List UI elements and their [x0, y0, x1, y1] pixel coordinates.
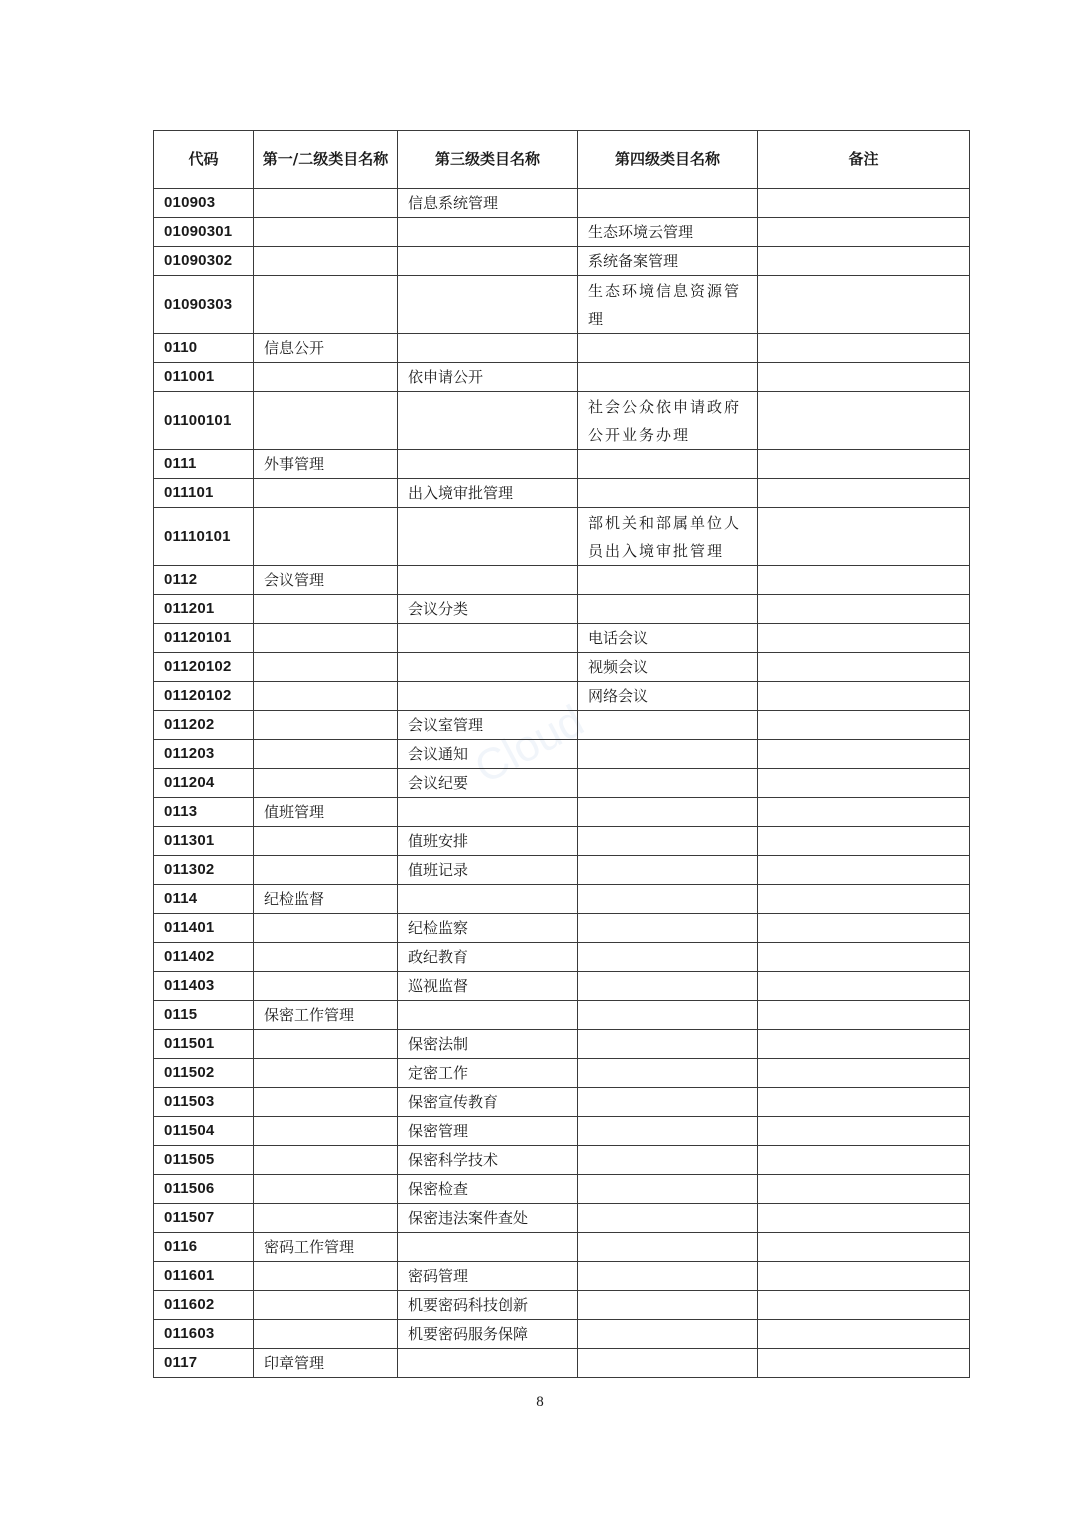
table-row	[154, 479, 970, 508]
level-3-name-cell: 会议室管理	[398, 711, 578, 740]
level-3-name-cell: 政纪教育	[398, 943, 578, 972]
table-row	[154, 885, 970, 914]
code-cell: 011603	[154, 1320, 254, 1349]
level-4-name-cell	[578, 479, 758, 508]
page-number: 8	[536, 1394, 544, 1410]
note-cell	[758, 798, 970, 827]
note-cell	[758, 566, 970, 595]
level-4-name-cell: 部机关和部属单位人员出入境审批管理	[578, 508, 758, 566]
header-level-1-2-name: 第一/二级类目名称	[254, 131, 398, 189]
code-cell: 011402	[154, 943, 254, 972]
note-cell	[758, 682, 970, 711]
level-4-name-cell	[578, 943, 758, 972]
code-cell: 011202	[154, 711, 254, 740]
level-3-name-cell	[398, 276, 578, 334]
table-row	[154, 624, 970, 653]
level-4-name-cell	[578, 1088, 758, 1117]
level-1-2-name-cell	[254, 595, 398, 624]
level-3-name-cell: 会议通知	[398, 740, 578, 769]
code-cell: 011503	[154, 1088, 254, 1117]
level-4-name-cell: 网络会议	[578, 682, 758, 711]
table-row	[154, 566, 970, 595]
note-cell	[758, 1233, 970, 1262]
table-row	[154, 798, 970, 827]
level-3-name-cell: 值班安排	[398, 827, 578, 856]
level-1-2-name-cell	[254, 363, 398, 392]
level-4-name-cell	[578, 1117, 758, 1146]
level-3-name-cell	[398, 885, 578, 914]
note-cell	[758, 624, 970, 653]
table-row	[154, 334, 970, 363]
level-3-name-cell	[398, 508, 578, 566]
level-1-2-name-cell	[254, 711, 398, 740]
code-cell: 0115	[154, 1001, 254, 1030]
table-row	[154, 1117, 970, 1146]
level-1-2-name-cell: 外事管理	[254, 450, 398, 479]
note-cell	[758, 392, 970, 450]
code-cell: 011201	[154, 595, 254, 624]
level-1-2-name-cell	[254, 856, 398, 885]
level-4-name-cell: 社会公众依申请政府公开业务办理	[578, 392, 758, 450]
note-cell	[758, 247, 970, 276]
table-row	[154, 1146, 970, 1175]
code-cell: 011502	[154, 1059, 254, 1088]
table-row	[154, 1291, 970, 1320]
table-row	[154, 914, 970, 943]
level-3-name-cell	[398, 682, 578, 711]
note-cell	[758, 885, 970, 914]
level-4-name-cell	[578, 1320, 758, 1349]
note-cell	[758, 943, 970, 972]
note-cell	[758, 1030, 970, 1059]
level-1-2-name-cell	[254, 682, 398, 711]
note-cell	[758, 1204, 970, 1233]
level-1-2-name-cell: 信息公开	[254, 334, 398, 363]
level-3-name-cell: 定密工作	[398, 1059, 578, 1088]
note-cell	[758, 1146, 970, 1175]
table-row	[154, 392, 970, 450]
header-code: 代码	[154, 131, 254, 189]
level-1-2-name-cell	[254, 769, 398, 798]
note-cell	[758, 856, 970, 885]
level-1-2-name-cell	[254, 189, 398, 218]
level-3-name-cell	[398, 566, 578, 595]
code-cell: 011501	[154, 1030, 254, 1059]
code-cell: 0111	[154, 450, 254, 479]
level-1-2-name-cell: 纪检监督	[254, 885, 398, 914]
table-header-row	[154, 131, 970, 189]
level-4-name-cell	[578, 566, 758, 595]
level-1-2-name-cell	[254, 392, 398, 450]
level-1-2-name-cell	[254, 247, 398, 276]
code-cell: 0112	[154, 566, 254, 595]
note-cell	[758, 1175, 970, 1204]
table-row	[154, 972, 970, 1001]
level-4-name-cell	[578, 1175, 758, 1204]
level-4-name-cell	[578, 827, 758, 856]
level-1-2-name-cell	[254, 1204, 398, 1233]
code-cell: 011403	[154, 972, 254, 1001]
level-4-name-cell	[578, 1349, 758, 1378]
level-4-name-cell	[578, 334, 758, 363]
level-1-2-name-cell	[254, 276, 398, 334]
level-4-name-cell	[578, 363, 758, 392]
code-cell: 011001	[154, 363, 254, 392]
code-cell: 011602	[154, 1291, 254, 1320]
level-3-name-cell: 密码管理	[398, 1262, 578, 1291]
code-cell: 0110	[154, 334, 254, 363]
level-3-name-cell	[398, 1349, 578, 1378]
code-cell: 011204	[154, 769, 254, 798]
table-row	[154, 595, 970, 624]
table-row	[154, 450, 970, 479]
note-cell	[758, 334, 970, 363]
level-4-name-cell	[578, 1146, 758, 1175]
level-3-name-cell	[398, 1001, 578, 1030]
table-body	[154, 189, 970, 1378]
level-1-2-name-cell	[254, 914, 398, 943]
level-1-2-name-cell: 印章管理	[254, 1349, 398, 1378]
level-3-name-cell: 保密法制	[398, 1030, 578, 1059]
level-3-name-cell: 会议分类	[398, 595, 578, 624]
level-3-name-cell: 出入境审批管理	[398, 479, 578, 508]
table-row	[154, 682, 970, 711]
level-4-name-cell	[578, 1291, 758, 1320]
level-4-name-cell	[578, 1059, 758, 1088]
table-row	[154, 1088, 970, 1117]
level-4-name-cell	[578, 189, 758, 218]
note-cell	[758, 189, 970, 218]
table-row	[154, 769, 970, 798]
level-3-name-cell: 机要密码服务保障	[398, 1320, 578, 1349]
note-cell	[758, 1117, 970, 1146]
level-4-name-cell: 电话会议	[578, 624, 758, 653]
table-row	[154, 1059, 970, 1088]
note-cell	[758, 1349, 970, 1378]
code-cell: 01120101	[154, 624, 254, 653]
level-1-2-name-cell	[254, 1030, 398, 1059]
note-cell	[758, 218, 970, 247]
level-1-2-name-cell	[254, 508, 398, 566]
level-1-2-name-cell: 会议管理	[254, 566, 398, 595]
note-cell	[758, 914, 970, 943]
category-table	[153, 130, 970, 1378]
level-1-2-name-cell	[254, 1320, 398, 1349]
table-row	[154, 1001, 970, 1030]
note-cell	[758, 479, 970, 508]
level-4-name-cell	[578, 856, 758, 885]
level-1-2-name-cell	[254, 218, 398, 247]
code-cell: 01090302	[154, 247, 254, 276]
level-1-2-name-cell	[254, 1262, 398, 1291]
table-row	[154, 508, 970, 566]
level-3-name-cell	[398, 798, 578, 827]
level-3-name-cell	[398, 334, 578, 363]
level-3-name-cell	[398, 1233, 578, 1262]
level-3-name-cell	[398, 653, 578, 682]
code-cell: 011505	[154, 1146, 254, 1175]
level-4-name-cell	[578, 450, 758, 479]
table-row	[154, 1175, 970, 1204]
level-3-name-cell: 巡视监督	[398, 972, 578, 1001]
note-cell	[758, 595, 970, 624]
table-row	[154, 711, 970, 740]
code-cell: 011302	[154, 856, 254, 885]
code-cell: 011101	[154, 479, 254, 508]
level-1-2-name-cell	[254, 479, 398, 508]
level-4-name-cell	[578, 595, 758, 624]
table-row	[154, 276, 970, 334]
note-cell	[758, 711, 970, 740]
code-cell: 011506	[154, 1175, 254, 1204]
level-4-name-cell	[578, 769, 758, 798]
note-cell	[758, 363, 970, 392]
code-cell: 011401	[154, 914, 254, 943]
code-cell: 011203	[154, 740, 254, 769]
level-1-2-name-cell: 保密工作管理	[254, 1001, 398, 1030]
level-4-name-cell	[578, 885, 758, 914]
code-cell: 01120102	[154, 682, 254, 711]
level-1-2-name-cell	[254, 1117, 398, 1146]
table-row	[154, 943, 970, 972]
level-4-name-cell	[578, 972, 758, 1001]
code-cell: 011507	[154, 1204, 254, 1233]
level-3-name-cell: 会议纪要	[398, 769, 578, 798]
level-4-name-cell	[578, 1233, 758, 1262]
table-row	[154, 247, 970, 276]
note-cell	[758, 972, 970, 1001]
table-row	[154, 740, 970, 769]
note-cell	[758, 769, 970, 798]
code-cell: 0116	[154, 1233, 254, 1262]
level-4-name-cell	[578, 740, 758, 769]
level-1-2-name-cell	[254, 740, 398, 769]
table-row	[154, 1233, 970, 1262]
level-1-2-name-cell	[254, 1146, 398, 1175]
table-row	[154, 1349, 970, 1378]
header-level-3-name: 第三级类目名称	[398, 131, 578, 189]
note-cell	[758, 1262, 970, 1291]
level-3-name-cell: 纪检监察	[398, 914, 578, 943]
level-1-2-name-cell	[254, 1175, 398, 1204]
code-cell: 0113	[154, 798, 254, 827]
note-cell	[758, 450, 970, 479]
code-cell: 01110101	[154, 508, 254, 566]
level-3-name-cell: 保密管理	[398, 1117, 578, 1146]
note-cell	[758, 1088, 970, 1117]
level-4-name-cell	[578, 914, 758, 943]
level-1-2-name-cell: 密码工作管理	[254, 1233, 398, 1262]
level-3-name-cell	[398, 247, 578, 276]
code-cell: 01120102	[154, 653, 254, 682]
level-1-2-name-cell	[254, 1088, 398, 1117]
level-4-name-cell	[578, 711, 758, 740]
table-row	[154, 218, 970, 247]
code-cell: 011504	[154, 1117, 254, 1146]
level-3-name-cell: 信息系统管理	[398, 189, 578, 218]
level-4-name-cell: 系统备案管理	[578, 247, 758, 276]
code-cell: 010903	[154, 189, 254, 218]
table-row	[154, 653, 970, 682]
level-3-name-cell	[398, 392, 578, 450]
level-3-name-cell: 值班记录	[398, 856, 578, 885]
level-3-name-cell	[398, 218, 578, 247]
level-3-name-cell	[398, 624, 578, 653]
table-row	[154, 1320, 970, 1349]
note-cell	[758, 508, 970, 566]
table-row	[154, 856, 970, 885]
note-cell	[758, 827, 970, 856]
level-3-name-cell: 保密违法案件查处	[398, 1204, 578, 1233]
table-row	[154, 363, 970, 392]
level-1-2-name-cell	[254, 972, 398, 1001]
level-4-name-cell	[578, 798, 758, 827]
level-3-name-cell: 依申请公开	[398, 363, 578, 392]
level-1-2-name-cell	[254, 827, 398, 856]
level-1-2-name-cell	[254, 653, 398, 682]
level-4-name-cell: 视频会议	[578, 653, 758, 682]
watermark: Cloud	[466, 695, 592, 794]
level-4-name-cell	[578, 1262, 758, 1291]
note-cell	[758, 1059, 970, 1088]
level-1-2-name-cell	[254, 624, 398, 653]
note-cell	[758, 1001, 970, 1030]
note-cell	[758, 740, 970, 769]
code-cell: 01090301	[154, 218, 254, 247]
level-1-2-name-cell: 值班管理	[254, 798, 398, 827]
level-4-name-cell: 生态环境信息资源管理	[578, 276, 758, 334]
level-1-2-name-cell	[254, 943, 398, 972]
header-note: 备注	[758, 131, 970, 189]
table-row	[154, 827, 970, 856]
code-cell: 011601	[154, 1262, 254, 1291]
level-3-name-cell: 机要密码科技创新	[398, 1291, 578, 1320]
header-level-4-name: 第四级类目名称	[578, 131, 758, 189]
note-cell	[758, 653, 970, 682]
note-cell	[758, 1320, 970, 1349]
table-row	[154, 1030, 970, 1059]
level-1-2-name-cell	[254, 1059, 398, 1088]
level-3-name-cell: 保密宣传教育	[398, 1088, 578, 1117]
code-cell: 01100101	[154, 392, 254, 450]
code-cell: 0117	[154, 1349, 254, 1378]
table-row	[154, 189, 970, 218]
level-3-name-cell: 保密科学技术	[398, 1146, 578, 1175]
note-cell	[758, 276, 970, 334]
level-3-name-cell	[398, 450, 578, 479]
note-cell	[758, 1291, 970, 1320]
code-cell: 0114	[154, 885, 254, 914]
level-3-name-cell: 保密检查	[398, 1175, 578, 1204]
table-row	[154, 1262, 970, 1291]
level-4-name-cell	[578, 1001, 758, 1030]
level-4-name-cell: 生态环境云管理	[578, 218, 758, 247]
level-1-2-name-cell	[254, 1291, 398, 1320]
table-row	[154, 1204, 970, 1233]
code-cell: 011301	[154, 827, 254, 856]
level-4-name-cell	[578, 1030, 758, 1059]
code-cell: 01090303	[154, 276, 254, 334]
level-4-name-cell	[578, 1204, 758, 1233]
